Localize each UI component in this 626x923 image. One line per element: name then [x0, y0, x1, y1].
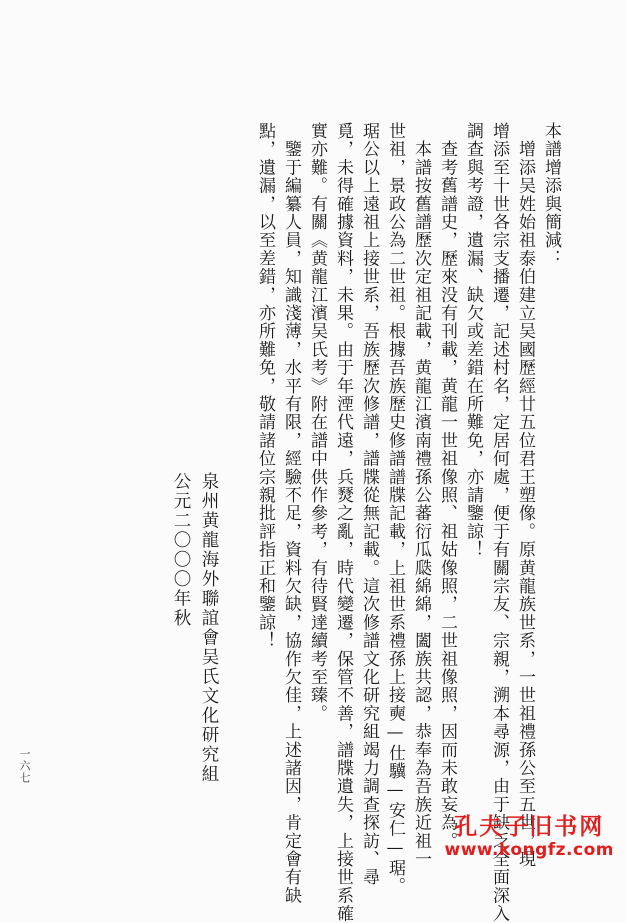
watermark-url: www.kongfz.com — [444, 840, 614, 860]
page-number: 一六七 — [18, 748, 31, 784]
signature-org: 泉州黄龍海外聯誼會吴氏文化研究組 — [199, 472, 219, 784]
text-column-8: 琚公以上遠祖上接世系，吾族歷次修譜，譜牒從無記載。這次修譜文化研究組竭力調查探訪、尋 — [359, 122, 379, 887]
text-column-9: 覓，未得確據資料，未果。由于年湮代遠，兵燹之亂，時代變遷，保管不善，譜牒遺失，上接世系確 — [333, 122, 353, 923]
text-column-1: 本譜增添與簡減： — [541, 122, 561, 268]
text-column-2: 增添吴姓始祖泰伯建立吴國歷經廿五位君王塑像。原黄龍族世系，一世祖禮孫公至五世，現 — [515, 122, 535, 869]
text-column-3: 增添至十世各宗支播遷，記述村名，定居何處，便于有關宗友、宗親，溯本尋源，由于缺乏全面深入 — [489, 122, 509, 923]
text-column-10: 實亦難。有關《黄龍江濱吴氏考》附在譜中供作參考，有待賢達續考至臻。 — [307, 122, 327, 723]
text-column-4: 調查與考證，遺漏、缺欠或差錯在所難免，亦請鑒諒！ — [463, 122, 483, 559]
text-column-6: 本譜按舊譜歷次定祖記載，黄龍江濱南禮孫公蕃衍瓜瓞綿綿，闔族共認，恭奉為吾族近祖一 — [411, 122, 431, 869]
text-column-12: 點，遺漏，以至差錯，亦所難免，敬請諸位宗親批評指正和鑒諒！ — [255, 122, 275, 650]
text-column-7: 世祖，景政公為二世祖。根據吾族歷史修譜譜牒記載，上祖世系禮孫上接奭—仕驥—安仁—琚。 — [385, 122, 405, 896]
text-column-5: 查考舊譜史，歷來没有刊載，黄龍一世祖像照、祖姑像照，二世祖像照，因而未敢妄為。 — [437, 122, 457, 850]
watermark-name: 孔夫子旧书网 — [454, 814, 605, 840]
text-column-11: 鑒于編纂人員，知識淺薄，水平有限，經驗不足，資料欠缺，協作欠佳，上述諸因，肯定會有缺 — [281, 122, 301, 905]
watermark — [444, 814, 614, 860]
signature-date: 公元二〇〇〇年秋 — [171, 472, 191, 628]
